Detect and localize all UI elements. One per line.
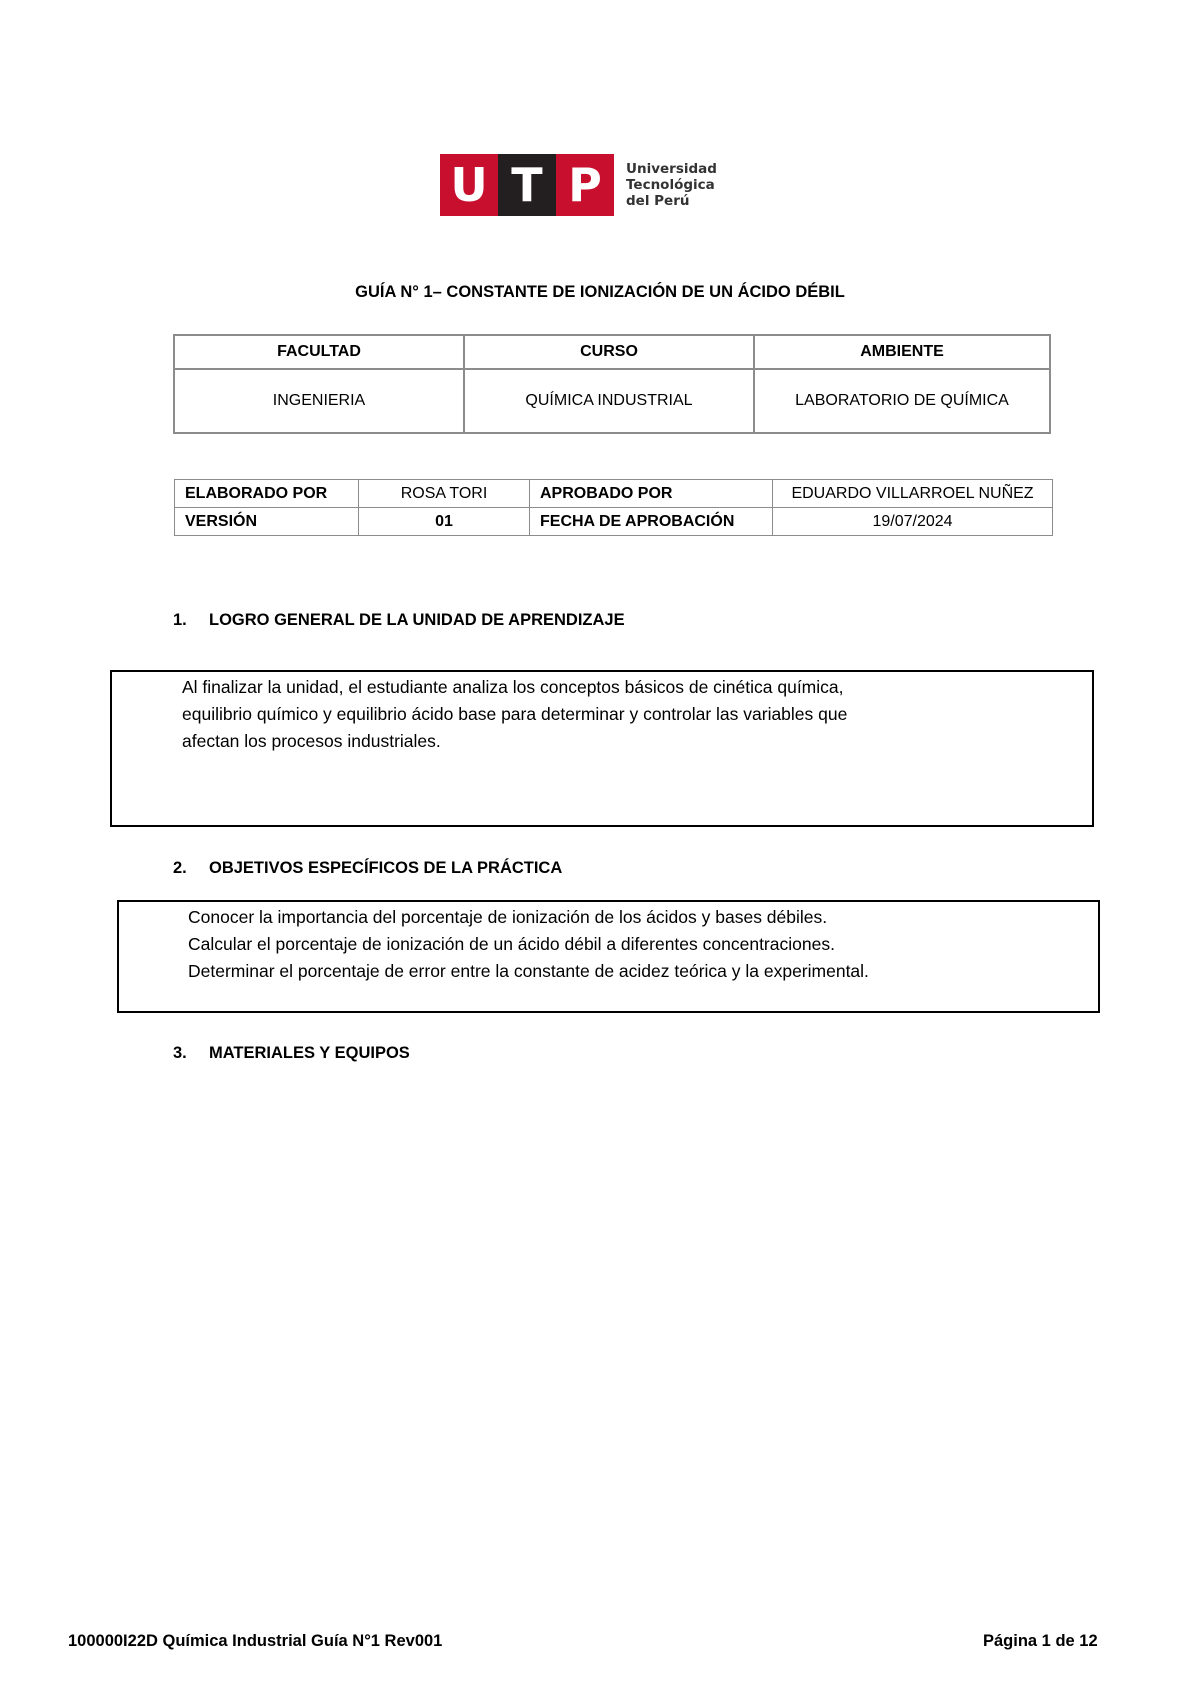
value-ambiente: LABORATORIO DE QUÍMICA (754, 369, 1050, 433)
info-table-header-row (174, 335, 1050, 369)
approval-table (174, 479, 1053, 536)
logro-box (110, 670, 1094, 827)
logo-text-line: Universidad (626, 161, 717, 177)
objetivo-line: Conocer la importancia del porcentaje de ionización de los ácidos y bases débiles. (188, 907, 828, 927)
objetivo-line: Calcular el porcentaje de ionización de un ácido débil a diferentes concentraciones. (188, 934, 835, 954)
section-title: MATERIALES Y EQUIPOS (209, 1044, 410, 1062)
utp-logo (440, 154, 717, 216)
objetivo-line: Determinar el porcentaje de error entre la constante de acidez teórica y la experimental. (188, 961, 869, 981)
header-curso: CURSO (464, 335, 754, 369)
section-title: OBJETIVOS ESPECÍFICOS DE LA PRÁCTICA (209, 859, 563, 877)
section-heading-objetivos (173, 859, 562, 878)
section-heading-materiales (173, 1044, 410, 1063)
utp-logo-mark (440, 154, 614, 216)
aprobado-label: APROBADO POR (530, 480, 773, 508)
value-curso: QUÍMICA INDUSTRIAL (464, 369, 754, 433)
logro-line: afectan los procesos industriales. (182, 731, 441, 751)
section-heading-logro (173, 611, 625, 630)
fecha-value: 19/07/2024 (773, 508, 1053, 536)
aprobado-value: EDUARDO VILLARROEL NUÑEZ (773, 480, 1053, 508)
elaborado-label: ELABORADO POR (175, 480, 359, 508)
logo-text-line: del Perú (626, 193, 690, 209)
section-number: 2. (173, 859, 187, 877)
header-facultad: FACULTAD (174, 335, 464, 369)
logro-line: Al finalizar la unidad, el estudiante analiza los conceptos básicos de cinética química, (182, 677, 844, 697)
logo-letter-p: P (556, 154, 614, 216)
logro-line: equilibrio químico y equilibrio ácido base para determinar y controlar las variables que (182, 704, 848, 724)
approval-row (175, 480, 1053, 508)
fecha-label: FECHA DE APROBACIÓN (530, 508, 773, 536)
section-number: 1. (173, 611, 187, 629)
logo-letter-t: T (498, 154, 556, 216)
section-title: LOGRO GENERAL DE LA UNIDAD DE APRENDIZAJE (209, 611, 625, 629)
elaborado-value: ROSA TORI (359, 480, 530, 508)
version-label: VERSIÓN (175, 508, 359, 536)
version-value: 01 (359, 508, 530, 536)
info-table-value-row (174, 369, 1050, 433)
value-facultad: INGENIERIA (174, 369, 464, 433)
logo-wordmark (626, 161, 717, 209)
logo-letter-u: U (440, 154, 498, 216)
section-number: 3. (173, 1044, 187, 1062)
footer-document-code: 100000I22D Química Industrial Guía N°1 Rev001 (68, 1632, 443, 1650)
logo-text-line: Tecnológica (626, 177, 715, 193)
document-title: GUÍA N° 1– CONSTANTE DE IONIZACIÓN DE UN ÁCIDO DÉBIL (355, 283, 845, 301)
info-table (173, 334, 1051, 434)
objetivos-box (117, 900, 1100, 1013)
footer-page-number: Página 1 de 12 (983, 1632, 1098, 1650)
header-ambiente: AMBIENTE (754, 335, 1050, 369)
approval-row (175, 508, 1053, 536)
